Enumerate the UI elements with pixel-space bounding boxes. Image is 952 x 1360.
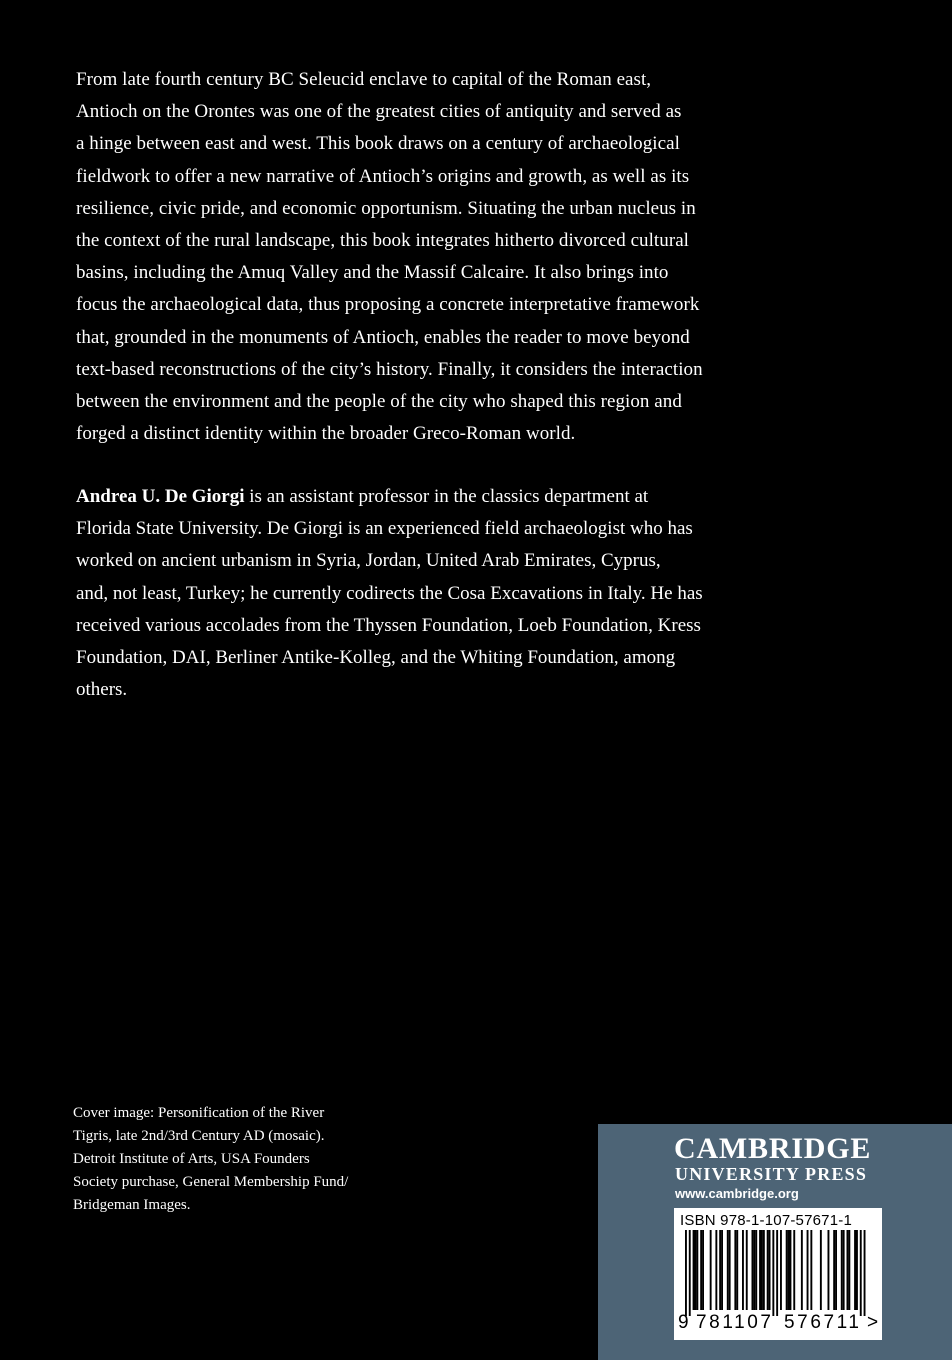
barcode-bar xyxy=(695,1230,697,1310)
barcode-bar xyxy=(788,1230,790,1310)
barcode-bar xyxy=(753,1230,755,1310)
barcode-bar xyxy=(807,1230,809,1310)
barcode-bar xyxy=(746,1230,748,1310)
blurb-line: From late fourth century BC Seleucid enclave to capital of the Roman east, xyxy=(76,69,652,90)
barcode-bar xyxy=(685,1230,687,1316)
credit-line: Cover image: Personification of the River xyxy=(73,1105,325,1121)
bio-first-line-rest: is an assistant professor in the classics department at xyxy=(244,486,649,507)
barcode-bar xyxy=(820,1230,822,1310)
barcode-bar xyxy=(828,1230,830,1310)
publisher-url: www.cambridge.org xyxy=(675,1186,799,1201)
blurb-line: a hinge between east and west. This book draws on a century of archaeological xyxy=(76,133,680,155)
barcode-bar xyxy=(854,1230,856,1310)
barcode-bar xyxy=(772,1230,774,1316)
barcode-bar xyxy=(734,1230,736,1310)
credit-line: Detroit Institute of Arts, USA Founders xyxy=(73,1151,310,1167)
barcode-bar xyxy=(736,1230,738,1310)
barcode-bar xyxy=(864,1230,866,1316)
barcode-bar xyxy=(759,1230,761,1310)
barcode-bar xyxy=(710,1230,712,1310)
blurb-line: focus the archaeological data, thus proposing a concrete interpretative framework xyxy=(76,294,700,316)
barcode-digits-left: 781107 xyxy=(696,1312,774,1333)
barcode-bar xyxy=(860,1230,862,1316)
blurb-line: the context of the rural landscape, this book integrates hitherto divorced cultural xyxy=(76,230,690,252)
author-name: Andrea U. De Giorgi xyxy=(76,486,245,507)
barcode-bar xyxy=(847,1230,849,1310)
barcode-bar xyxy=(790,1230,792,1310)
publisher-subtitle: UNIVERSITY PRESS xyxy=(675,1164,868,1184)
barcode-bar xyxy=(848,1230,850,1310)
barcode-bar xyxy=(793,1230,795,1310)
book-blurb xyxy=(76,64,766,450)
bio-first-line xyxy=(76,481,766,513)
barcode-bar xyxy=(742,1230,744,1310)
barcode-bar xyxy=(727,1230,729,1310)
blurb-line: between the environment and the people of the city who shaped this region and xyxy=(76,391,682,413)
barcode-bar xyxy=(696,1230,698,1310)
barcode-bar xyxy=(810,1230,812,1310)
blurb-line: forged a distinct identity within the broader Greco-Roman world. xyxy=(76,423,576,445)
barcode-bar xyxy=(776,1230,778,1316)
publisher-name: CAMBRIDGE xyxy=(674,1132,872,1165)
barcode-bar xyxy=(835,1230,837,1310)
bio-line: and, not least, Turkey; he currently codirects the Cosa Excavations in Italy. He has xyxy=(76,582,703,604)
barcode-bar xyxy=(700,1230,702,1310)
bio-line: Florida State University. De Giorgi is an experienced field archaeologist who has xyxy=(76,518,693,540)
barcode-bar xyxy=(833,1230,835,1310)
blurb-line: resilience, civic pride, and economic opportunism. Situating the urban nucleus in xyxy=(76,197,696,219)
bio-line: received various accolades from the Thyssen Foundation, Loeb Foundation, Kress xyxy=(76,614,701,636)
barcode-bar xyxy=(843,1230,845,1310)
barcode-bar xyxy=(715,1230,717,1310)
bio-line: others. xyxy=(76,679,128,701)
barcode-bar xyxy=(721,1230,723,1310)
cover-image-credit xyxy=(73,1102,393,1217)
blurb-line: text-based reconstructions of the city’s history. Finally, it considers the interaction xyxy=(76,358,703,380)
credit-line: Tigris, late 2nd/3rd Century AD (mosaic). xyxy=(73,1128,325,1144)
blurb-paragraph xyxy=(76,64,766,450)
credit-line: Society purchase, General Membership Fund/ xyxy=(73,1174,349,1190)
barcode-bars xyxy=(674,1230,882,1316)
barcode-bar xyxy=(752,1230,754,1310)
barcode-digits-right: 576711 xyxy=(784,1312,862,1333)
credit-line: Bridgeman Images. xyxy=(73,1197,191,1213)
barcode-bar xyxy=(702,1230,704,1310)
barcode-bar xyxy=(761,1230,763,1310)
isbn-barcode xyxy=(674,1208,882,1340)
barcode-arrow: > xyxy=(867,1312,879,1333)
barcode-bar xyxy=(755,1230,757,1310)
barcode-bar xyxy=(786,1230,788,1310)
barcode-bar xyxy=(767,1230,769,1310)
isbn-label: ISBN 978-1-107-57671-1 xyxy=(680,1212,853,1229)
blurb-line: basins, including the Amuq Valley and the Massif Calcaire. It also brings into xyxy=(76,262,669,284)
barcode-bar xyxy=(729,1230,731,1310)
publisher-panel xyxy=(598,1124,952,1360)
bio-line: worked on ancient urbanism in Syria, Jordan, United Arab Emirates, Cyprus, xyxy=(76,550,661,572)
barcode-digits xyxy=(674,1312,882,1338)
bio-line: Foundation, DAI, Berliner Antike-Kolleg, and the Whiting Foundation, among xyxy=(76,647,676,669)
barcode-bar xyxy=(856,1230,858,1310)
blurb-line: fieldwork to offer a new narrative of Antioch’s origins and growth, as well as its xyxy=(76,165,690,187)
barcode-bar xyxy=(719,1230,721,1310)
barcode-bar xyxy=(801,1230,803,1310)
barcode-digit-first: 9 xyxy=(678,1312,689,1333)
blurb-line: that, grounded in the monuments of Antioch, enables the reader to move beyond xyxy=(76,326,690,348)
author-bio xyxy=(76,481,766,706)
barcode-bar xyxy=(689,1230,691,1316)
barcode-bar xyxy=(763,1230,765,1310)
blurb-line: Antioch on the Orontes was one of the greatest cities of antiquity and served as xyxy=(76,101,682,123)
barcode-bar xyxy=(841,1230,843,1310)
barcode-bar xyxy=(769,1230,771,1310)
barcode-bar xyxy=(693,1230,695,1310)
barcode-bar xyxy=(780,1230,782,1310)
